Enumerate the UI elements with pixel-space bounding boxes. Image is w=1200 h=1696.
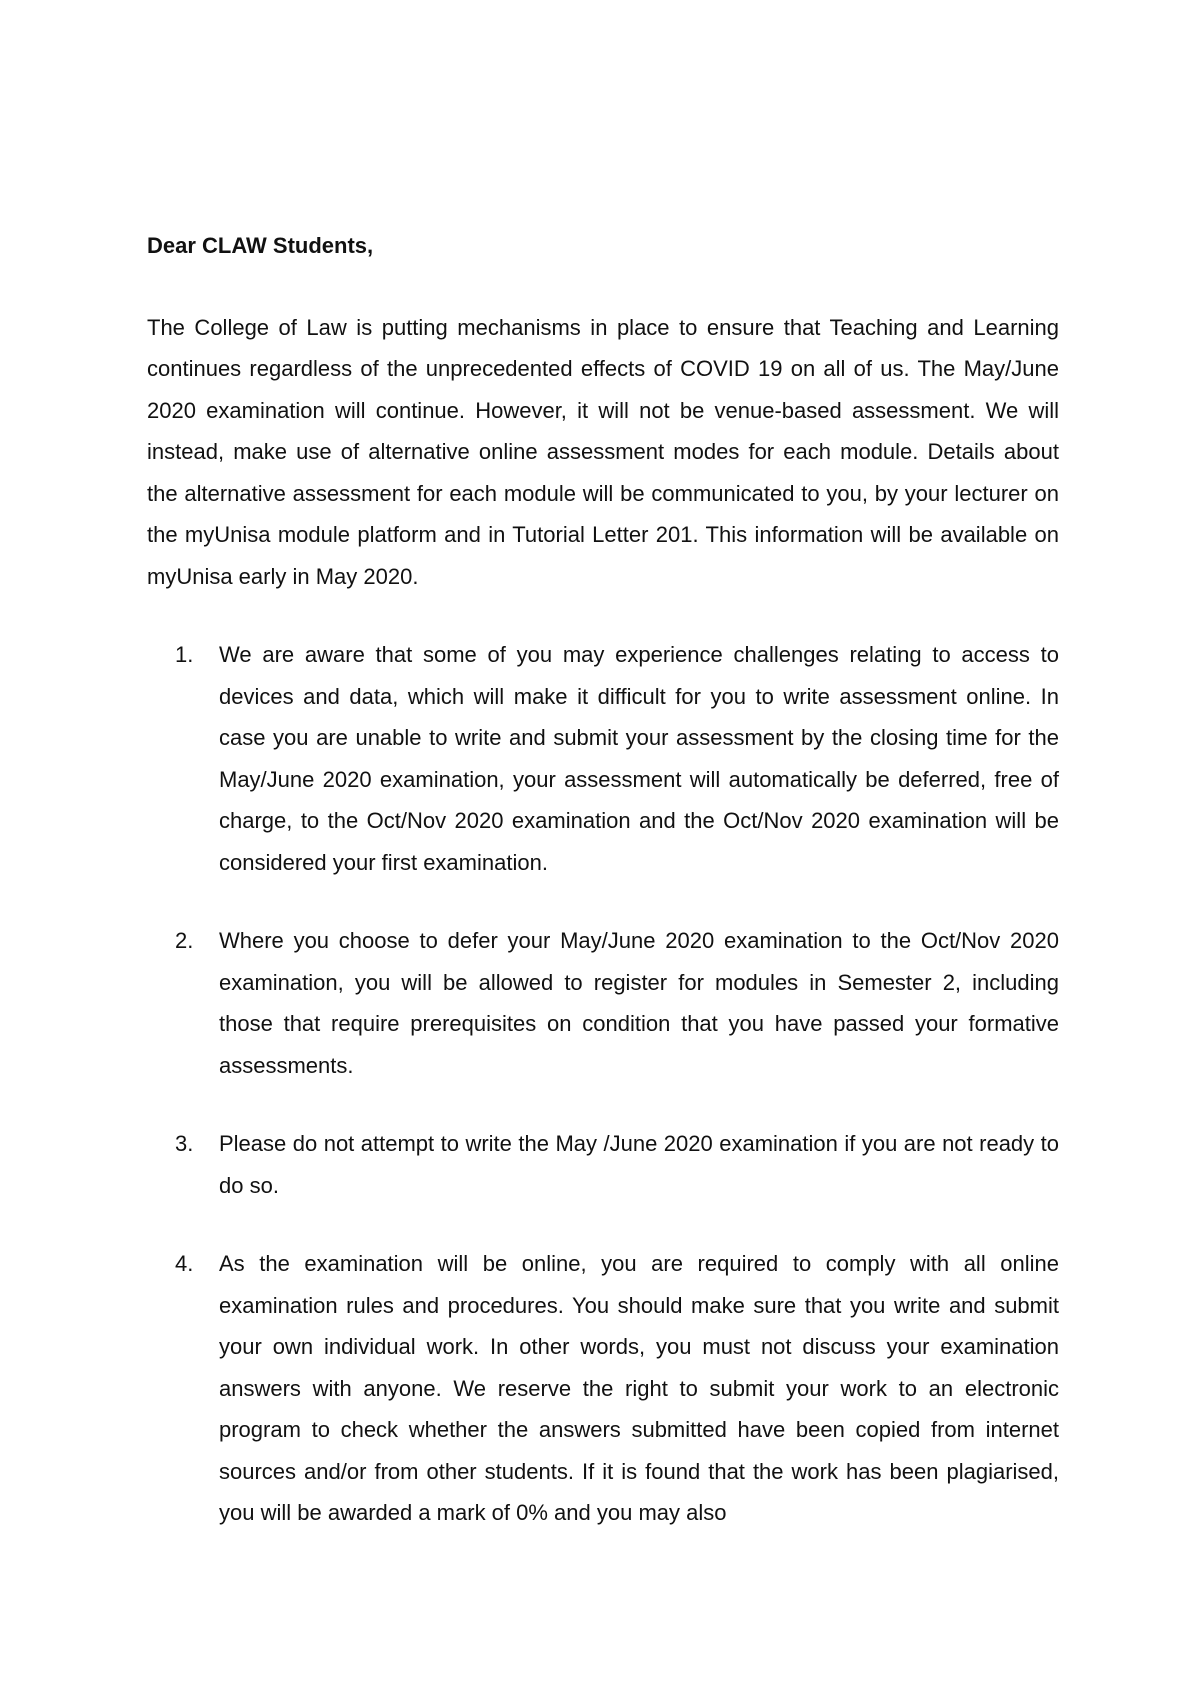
list-item — [147, 920, 1059, 1086]
list-item-text: Please do not attempt to write the May /June 2020 examination if you are not ready to do so. — [219, 1131, 1059, 1198]
list-item-text: As the examination will be online, you are required to comply with all online examination rules and procedures. You should make sure that you write and submit your own individual work. In other words, you must not discuss your examination answers with anyone. We reserve the right to submit your work to an electronic program to check whether the answers submitted have been copied from internet sources and/or from other students. If it is found that the work has been plagiarised, you will be awarded a mark of 0% and you may also — [219, 1251, 1059, 1525]
list-item-number: 3. — [175, 1131, 194, 1156]
list-item — [147, 634, 1059, 883]
intro-paragraph: The College of Law is putting mechanisms in place to ensure that Teaching and Learning continues regardless of the unprecedented effects of COVID 19 on all of us. The May/June 2020 examination will continue. However, it will not be venue-based assessment. We will instead, make use of alternative online assessment modes for each module. Details about the alternative assessment for each module will be communicated to you, by your lecturer on the myUnisa module platform and in Tutorial Letter 201. This information will be available on myUnisa early in May 2020. — [147, 314, 1059, 589]
list-item — [147, 1123, 1059, 1206]
salutation: Dear CLAW Students, — [147, 233, 374, 258]
list-item-number: 4. — [175, 1251, 194, 1276]
list-item-number: 1. — [175, 642, 194, 667]
list-item-text: We are aware that some of you may experience challenges relating to access to devices and data, which will make it difficult for you to write assessment online. In case you are unable to write and submit your assessment by the closing time for the May/June 2020 examination, your assessment will automatically be deferred, free of charge, to the Oct/Nov 2020 examination and the Oct/Nov 2020 examination will be considered your first examination. — [219, 642, 1059, 875]
list-item-text: Where you choose to defer your May/June 2020 examination to the Oct/Nov 2020 examination, you will be allowed to register for modules in Semester 2, including those that require prerequisites on condition that you have passed your formative assessments. — [219, 928, 1059, 1078]
letter-body — [147, 225, 1059, 1571]
list-item — [147, 1243, 1059, 1534]
list-item-number: 2. — [175, 928, 194, 953]
numbered-list — [147, 634, 1059, 1534]
